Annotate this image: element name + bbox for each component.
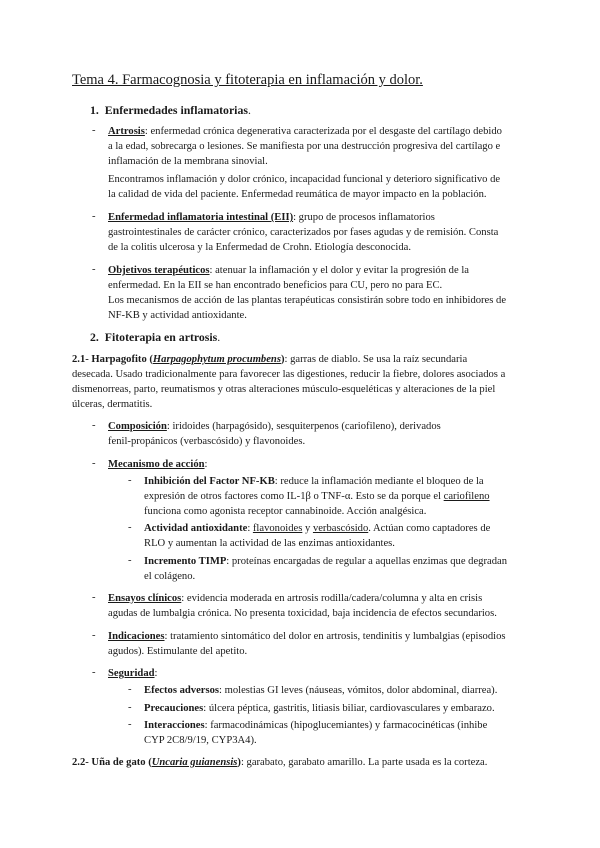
mecanismo-line: Mecanismo de acción: xyxy=(108,459,208,470)
verbascosido-link: verbascósido xyxy=(312,523,369,534)
cariofileno-link: cariofileno xyxy=(443,491,490,502)
objetivos-line-4: NF-KB y actividad antioxidante. xyxy=(108,310,247,321)
una-de-gato-latin-name: Uncaria guianensis xyxy=(151,757,238,768)
section-1-number: 1. xyxy=(90,103,99,117)
sub-bullet-dash: - xyxy=(128,684,132,695)
flavonoides-link: flavonoides xyxy=(252,523,303,534)
sub-bullet-dash: - xyxy=(128,719,132,730)
sub-bullet-dash: - xyxy=(128,475,132,486)
seguridad-line: Seguridad: xyxy=(108,668,158,679)
bullet-dash: - xyxy=(92,125,96,136)
bullet-dash: - xyxy=(92,630,96,641)
interacciones-line-2: CYP 2C8/9/19, CYP3A4). xyxy=(144,735,257,746)
section-2-number: 2. xyxy=(90,330,99,344)
composicion-term: Composición xyxy=(108,421,167,432)
section-2-heading: 2. Fitoterapia en artrosis. xyxy=(90,330,221,344)
harpagofito-line-3: dismenorreas, parto, reumatismos y otras alteraciones músculo-esqueléticas y alteraciones de la piel xyxy=(72,384,496,395)
harpagofito-line-1: 2.1- Harpagofito (Harpagophytum procumbens): garras de diablo. Se usa la raíz secundaria xyxy=(72,354,468,365)
section-1-heading: 1. Enfermedades inflamatorias. xyxy=(90,103,251,117)
nfkb-term: Inhibición del Factor NF-KB xyxy=(144,476,275,487)
artrosis-line-1: Artrosis: enfermedad crónica degenerativa caracterizada por el desgaste del cartílago debido xyxy=(108,126,502,137)
ensayos-line-1: Ensayos clínicos: evidencia moderada en artrosis rodilla/cadera/columna y alta en crisis xyxy=(108,593,483,604)
bullet-dash: - xyxy=(92,592,96,603)
timp-term: Incremento TIMP xyxy=(144,556,227,567)
objetivos-line-3: Los mecanismos de acción de las plantas terapéuticas consistirán sobre todo en inhibidores de xyxy=(108,295,507,306)
precauciones-term: Precauciones xyxy=(144,703,204,714)
interacciones-term: Interacciones xyxy=(144,720,205,731)
artrosis-term: Artrosis xyxy=(108,126,145,137)
indicaciones-term: Indicaciones xyxy=(108,631,165,642)
nfkb-line-3: funciona como agonista receptor cannabinoide. Acción analgésica. xyxy=(144,506,427,517)
mecanismo-term: Mecanismo de acción xyxy=(108,459,205,470)
eii-line-3: de la colitis ulcerosa y la Enfermedad de Crohn. Etiología desconocida. xyxy=(108,242,411,253)
document-title: Tema 4. Farmacognosia y fitoterapia en inflamación y dolor. xyxy=(72,72,423,88)
bullet-dash: - xyxy=(92,211,96,222)
nfkb-line-1: Inhibición del Factor NF-KB: reduce la inflamación mediante el bloqueo de la xyxy=(144,476,484,487)
seguridad-term: Seguridad xyxy=(108,668,155,679)
composicion-line-1: Composición: iridoides (harpagósido), sesquiterpenos (cariofileno), derivados xyxy=(108,421,441,432)
eii-line-2: gastrointestinales de carácter crónico, caracterizados por fases agudas y de remisión. Consta xyxy=(108,227,499,238)
nfkb-line-2: expresión de otros factores como IL-1β o TNF-α. Esto se da porque el cariofileno xyxy=(144,491,490,502)
artrosis-line-3: inflamación de la membrana sinovial. xyxy=(108,156,268,167)
harpagofito-label: 2.1- Harpagofito ( xyxy=(72,354,153,365)
efectos-line: Efectos adversos: molestias GI leves (náuseas, vómitos, dolor abdominal, diarrea). xyxy=(144,685,498,696)
harpagofito-latin-name: Harpagophytum procumbens xyxy=(152,354,281,365)
sub-bullet-dash: - xyxy=(128,555,132,566)
efectos-term: Efectos adversos xyxy=(144,685,220,696)
indicaciones-line-1: Indicaciones: tratamiento sintomático del dolor en artrosis, tendinitis y lumbalgias (episodios xyxy=(108,631,506,642)
timp-line-2: el colágeno. xyxy=(144,571,196,582)
antioxidante-line-2: RLO y aumentan la actividad de las enzimas antioxidantes. xyxy=(144,538,395,549)
eii-line-1: Enfermedad inflamatoria intestinal (EII): grupo de procesos inflamatorios xyxy=(108,212,435,223)
objetivos-line-2: enfermedad. En la EII se han encontrado beneficios para CU, pero no para EC. xyxy=(108,280,443,291)
objetivos-line-1: Objetivos terapéuticos: atenuar la inflamación y el dolor y evitar la progresión de la xyxy=(108,265,469,276)
sub-bullet-dash: - xyxy=(128,522,132,533)
interacciones-line-1: Interacciones: farmacodinámicas (hipoglucemiantes) y farmacocinéticas (inhibe xyxy=(144,720,488,731)
harpagofito-line-4: úlceras, dermatitis. xyxy=(72,399,153,410)
artrosis-para2-line-1: Encontramos inflamación y dolor crónico, incapacidad funcional y deterioro significativo de xyxy=(108,174,501,185)
antioxidante-line-1: Actividad antioxidante: flavonoides y verbascósido. Actúan como captadores de xyxy=(144,523,491,534)
section-2-title: Fitoterapia en artrosis xyxy=(104,330,218,344)
composicion-line-2: fenil-propánicos (verbascósido) y flavonoides. xyxy=(108,436,306,447)
bullet-dash: - xyxy=(92,420,96,431)
indicaciones-line-2: agudos). Estimulante del apetito. xyxy=(108,646,248,657)
ensayos-term: Ensayos clínicos xyxy=(108,593,182,604)
sub-bullet-dash: - xyxy=(128,702,132,713)
artrosis-line-2: a la edad, sobrecarga o lesiones. Se manifiesta por una destrucción progresiva del cartílago e xyxy=(108,141,501,152)
ensayos-line-2: agudas de lumbalgia crónica. No presenta toxicidad, baja incidencia de efectos secundarios. xyxy=(108,608,497,619)
antioxidante-term: Actividad antioxidante xyxy=(144,523,248,534)
una-de-gato-line: 2.2- Uña de gato (Uncaria guianensis): garabato, garabato amarillo. La parte usada es la corteza. xyxy=(72,757,488,768)
artrosis-para2-line-2: la calidad de vida del paciente. Enfermedad reumática de mayor impacto en la población. xyxy=(108,189,487,200)
section-1-title: Enfermedades inflamatorias xyxy=(104,103,248,117)
bullet-dash: - xyxy=(92,264,96,275)
eii-term: Enfermedad inflamatoria intestinal (EII) xyxy=(108,212,294,223)
bullet-dash: - xyxy=(92,667,96,678)
timp-line-1: Incremento TIMP: proteínas encargadas de regular a aquellas enzimas que degradan xyxy=(144,556,508,567)
objetivos-term: Objetivos terapéuticos xyxy=(108,265,210,276)
una-de-gato-label: 2.2- Uña de gato ( xyxy=(72,757,152,768)
harpagofito-line-2: desecada. Usado tradicionalmente para favorecer las digestiones, reducir la fiebre, dolores asociados a xyxy=(72,369,506,380)
bullet-dash: - xyxy=(92,458,96,469)
precauciones-line: Precauciones: úlcera péptica, gastritis, litiasis biliar, cardiovasculares y embarazo. xyxy=(144,703,495,714)
